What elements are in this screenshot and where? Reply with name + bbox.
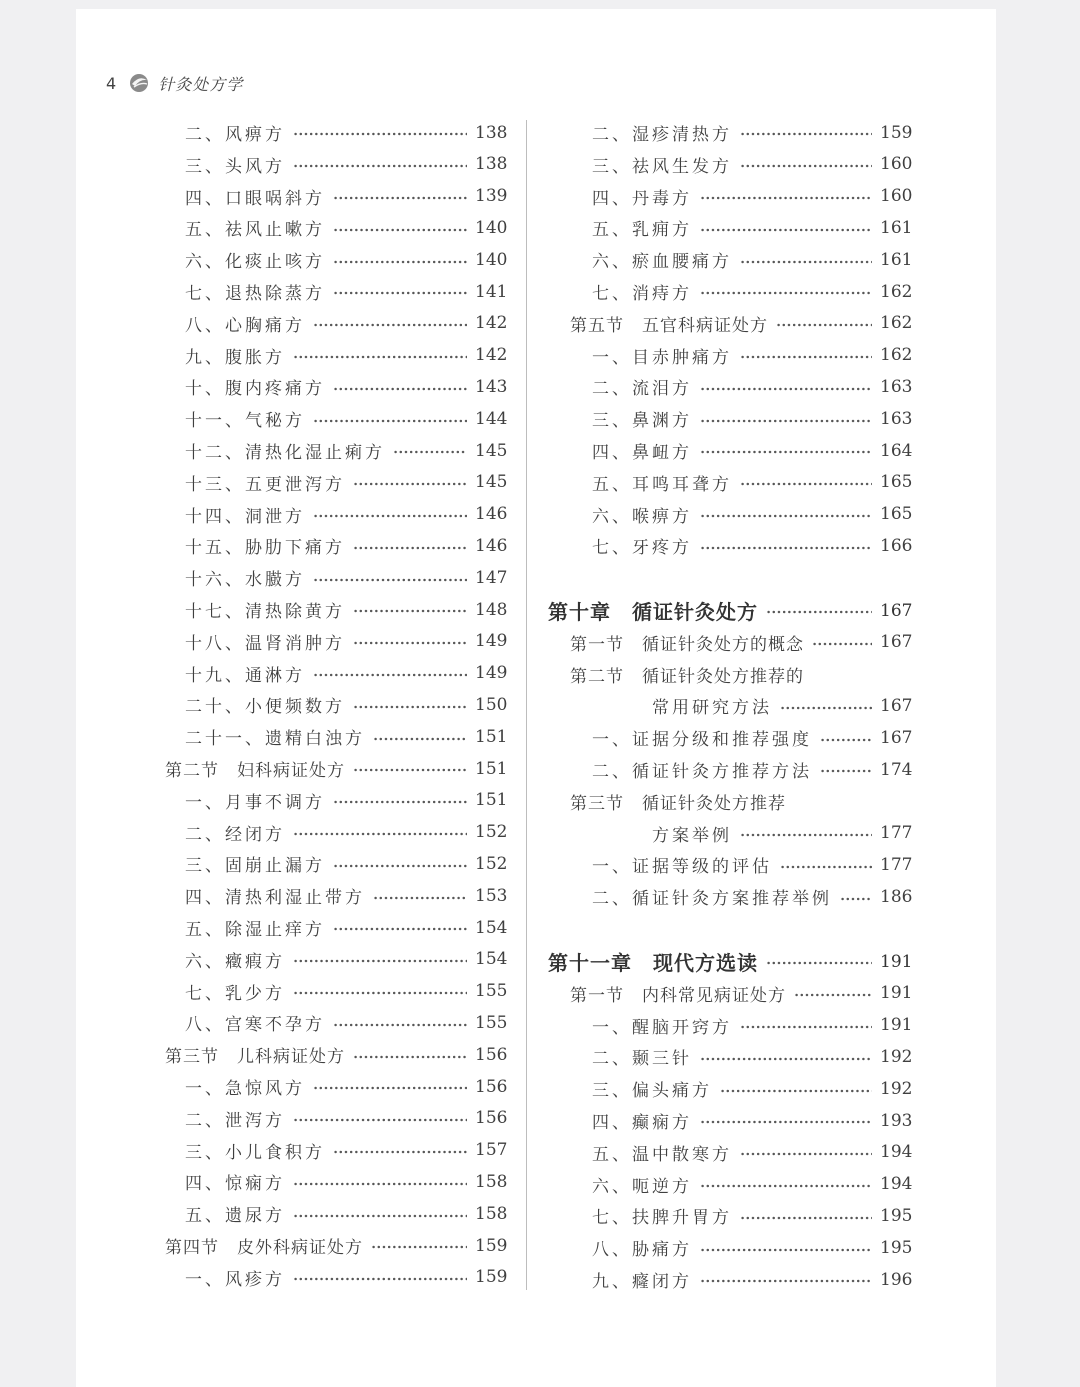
toc-entry-title: 常用研究方法 (652, 698, 772, 719)
dot-leader (353, 1039, 467, 1070)
toc-page-number: 191 (880, 983, 913, 1004)
toc-entry-title: 一、急惊风方 (185, 1079, 305, 1099)
toc-entry-title: 方案举例 (652, 825, 732, 846)
toc-entry-title: 第一节 内科常见病证处方 (570, 985, 786, 1006)
dot-leader (353, 753, 467, 784)
toc-page-number: 165 (880, 472, 913, 493)
dot-leader (333, 181, 467, 212)
toc-entry-title: 第三节 儿科病证处方 (165, 1047, 345, 1068)
toc-entry-title: 第一节 循证针灸处方的概念 (570, 634, 804, 655)
toc-entry[interactable] (165, 944, 508, 975)
toc-entry[interactable] (548, 1137, 913, 1168)
dot-leader (293, 1262, 467, 1293)
column-divider (526, 120, 527, 1290)
toc-entry[interactable] (548, 1169, 913, 1200)
dot-leader (353, 530, 467, 561)
toc-page-number: 143 (475, 376, 508, 397)
toc-page-number: 162 (880, 313, 913, 334)
dot-leader (840, 881, 872, 912)
toc-page-number: 191 (880, 951, 913, 972)
toc-entry-title: 七、乳少方 (185, 983, 285, 1004)
toc-page-number: 151 (475, 790, 508, 811)
toc-entry-title: 十、腹内疼痛方 (185, 379, 325, 400)
dot-leader (293, 117, 467, 148)
toc-page-number: 157 (475, 1140, 508, 1161)
toc-page-number: 146 (475, 504, 508, 525)
toc-entry-title: 第三节 循证针灸处方推荐 (570, 793, 786, 814)
dot-leader (373, 721, 467, 752)
toc-entry-title: 四、口眼㖞斜方 (185, 188, 325, 209)
toc-entry-title: 一、证据等级的评估 (592, 857, 772, 878)
toc-page-number: 155 (475, 1012, 508, 1033)
toc-page-number: 150 (475, 694, 508, 715)
toc-entry-title: 五、温中散寒方 (592, 1144, 732, 1165)
dot-leader (700, 435, 872, 466)
toc-entry-title: 五、祛风止嗽方 (185, 220, 325, 241)
dot-leader (293, 149, 467, 180)
toc-entry[interactable] (165, 1262, 508, 1293)
toc-entry[interactable] (548, 212, 913, 243)
toc-page-number: 138 (475, 154, 508, 175)
toc-entry-title: 二、颞三针 (592, 1049, 692, 1070)
toc-entry[interactable] (165, 181, 508, 212)
toc-entry[interactable] (165, 1198, 508, 1229)
running-header (106, 70, 243, 96)
dot-leader (700, 276, 872, 307)
toc-page-number: 154 (475, 917, 508, 938)
dot-leader (333, 912, 467, 943)
dot-leader (794, 786, 872, 817)
dot-leader (700, 181, 872, 212)
toc-entry[interactable] (548, 371, 913, 402)
toc-entry[interactable] (165, 1071, 508, 1102)
toc-entry-title: 第十一章 现代方选读 (548, 951, 758, 975)
dot-leader (700, 371, 872, 402)
toc-entry[interactable] (165, 340, 508, 371)
toc-entry-title: 十五、胁肋下痛方 (185, 538, 345, 559)
toc-entry-title: 六、化痰止咳方 (185, 252, 325, 273)
toc-entry-title: 三、固崩止漏方 (185, 856, 325, 877)
toc-entry[interactable] (165, 1103, 508, 1134)
dot-leader (333, 371, 467, 402)
toc-entry-title: 第二节 妇科病证处方 (165, 761, 345, 781)
toc-page-number: 144 (475, 408, 508, 429)
toc-page-number: 160 (880, 154, 913, 175)
toc-page-number: 139 (475, 186, 508, 207)
toc-entry[interactable] (165, 244, 508, 275)
toc-entry[interactable] (548, 1073, 913, 1104)
dot-leader (293, 944, 467, 975)
dot-leader (293, 976, 467, 1007)
toc-entry-title: 五、乳痈方 (592, 220, 692, 241)
dot-leader (700, 530, 872, 561)
toc-entry-title: 十六、水臌方 (185, 570, 305, 591)
toc-page-number: 158 (475, 1171, 508, 1192)
toc-entry-title: 二、流泪方 (592, 379, 692, 400)
dot-leader (371, 1230, 467, 1261)
dot-leader (293, 340, 467, 371)
dot-leader (313, 658, 467, 689)
dot-leader (353, 594, 467, 625)
toc-entry-title: 七、牙疼方 (592, 538, 692, 559)
toc-page-number: 142 (475, 313, 508, 334)
toc-entry-title: 十七、清热除黄方 (185, 602, 345, 622)
toc-entry[interactable] (165, 880, 508, 911)
toc-entry-title: 十九、通淋方 (185, 665, 305, 686)
toc-page-number: 166 (880, 535, 913, 556)
dot-leader (393, 435, 467, 466)
toc-entry[interactable] (165, 308, 508, 339)
toc-page-number: 191 (880, 1015, 913, 1036)
toc-entry-title: 七、扶脾升胃方 (592, 1208, 732, 1229)
toc-chapter-entry[interactable] (548, 595, 913, 626)
toc-entry[interactable] (165, 785, 508, 816)
toc-entry[interactable] (165, 371, 508, 402)
dot-leader (766, 595, 872, 626)
toc-page-number: 161 (880, 217, 913, 238)
toc-entry[interactable] (165, 149, 508, 180)
toc-entry-title: 十三、五更泄泻方 (185, 474, 345, 495)
toc-entry-title: 十一、气秘方 (185, 411, 305, 432)
dot-leader (700, 1264, 872, 1295)
toc-entry[interactable] (548, 1264, 913, 1295)
toc-entry-title: 八、心胸痛方 (185, 315, 305, 336)
toc-section-entry[interactable] (165, 753, 508, 784)
toc-section-entry[interactable] (548, 659, 910, 690)
toc-entry[interactable] (165, 530, 508, 561)
dot-leader (313, 1071, 467, 1102)
toc-entry[interactable] (165, 976, 508, 1007)
dot-leader (700, 1232, 872, 1263)
dot-leader (293, 1166, 467, 1197)
toc-entry-title: 五、遗尿方 (185, 1206, 285, 1227)
dot-leader (740, 1200, 872, 1231)
toc-page-number: 153 (475, 885, 508, 906)
toc-entry-title: 三、鼻渊方 (592, 411, 692, 432)
toc-page-number: 159 (880, 122, 913, 143)
dot-leader (373, 880, 467, 911)
toc-entry-title: 一、醒脑开窍方 (592, 1017, 732, 1038)
toc-section-entry[interactable] (548, 978, 913, 1009)
toc-entry-title: 二、湿疹清热方 (592, 125, 732, 145)
toc-page-number: 148 (475, 599, 508, 620)
toc-entry[interactable] (548, 690, 913, 721)
dot-leader (740, 818, 872, 849)
toc-entry-title: 六、瘀血腰痛方 (592, 252, 732, 273)
toc-entry[interactable] (165, 626, 508, 657)
dot-leader (780, 849, 872, 880)
dot-leader (313, 403, 467, 434)
toc-entry-title: 第五节 五官科病证处方 (570, 315, 768, 336)
toc-entry-title: 六、癥瘕方 (185, 951, 285, 972)
toc-entry-title: 七、退热除蒸方 (185, 284, 325, 304)
toc-entry[interactable] (165, 499, 508, 530)
toc-entry-title: 五、除湿止痒方 (185, 920, 325, 940)
dot-leader (740, 467, 872, 498)
toc-entry[interactable] (165, 212, 508, 243)
dot-leader (313, 499, 467, 530)
toc-page-number: 140 (475, 249, 508, 270)
toc-entry-title: 二、循证针灸方案推荐举例 (592, 889, 832, 910)
toc-entry-title: 五、耳鸣耳聋方 (592, 474, 732, 495)
dot-leader (333, 785, 467, 816)
toc-entry-title: 十二、清热化湿止痢方 (185, 443, 385, 463)
toc-entry-title: 四、丹毒方 (592, 188, 692, 209)
toc-page-number: 140 (475, 217, 508, 238)
toc-entry-title: 一、目赤肿痛方 (592, 347, 732, 368)
toc-page-number: 195 (880, 1237, 913, 1258)
toc-page-number: 194 (880, 1174, 913, 1195)
toc-entry-title: 四、清热利湿止带方 (185, 888, 365, 909)
toc-entry-title: 四、惊痫方 (185, 1174, 285, 1195)
toc-page-number: 159 (475, 1235, 508, 1256)
dot-leader (333, 848, 467, 879)
toc-entry-title: 十四、洞泄方 (185, 506, 305, 527)
dot-leader (780, 690, 872, 721)
dot-leader (700, 403, 872, 434)
toc-entry[interactable] (165, 658, 508, 689)
toc-page-number: 177 (880, 823, 913, 844)
toc-entry[interactable] (165, 1166, 508, 1197)
toc-entry-title: 三、小儿食积方 (185, 1142, 325, 1163)
dot-leader (820, 722, 872, 753)
dot-leader (820, 754, 872, 785)
toc-page-number: 194 (880, 1142, 913, 1163)
toc-page-number: 158 (475, 1203, 508, 1224)
toc-entry[interactable] (165, 117, 508, 148)
toc-entry[interactable] (165, 1007, 508, 1038)
toc-entry-title: 第十章 循证针灸处方 (548, 600, 758, 624)
dot-leader (700, 1105, 872, 1136)
toc-page-number: 156 (475, 1044, 508, 1065)
toc-page-number: 192 (880, 1078, 913, 1099)
toc-entry[interactable] (548, 499, 913, 530)
toc-entry[interactable] (548, 467, 913, 498)
toc-entry[interactable] (548, 181, 913, 212)
toc-page-number: 195 (880, 1205, 913, 1226)
toc-entry-title: 三、偏头痛方 (592, 1081, 712, 1102)
toc-entry-title: 一、证据分级和推荐强度 (592, 730, 812, 751)
toc-entry-title: 二、循证针灸方推荐方法 (592, 762, 812, 782)
toc-entry[interactable] (165, 721, 508, 752)
toc-entry[interactable] (548, 1232, 913, 1263)
dot-leader (333, 1135, 467, 1166)
toc-entry[interactable] (548, 1200, 913, 1231)
toc-entry-title: 二十、小便频数方 (185, 697, 345, 718)
toc-page-number: 165 (880, 504, 913, 525)
toc-page-number: 149 (475, 631, 508, 652)
toc-entry[interactable] (165, 689, 508, 720)
toc-page-number: 167 (880, 695, 913, 716)
toc-entry[interactable] (165, 467, 508, 498)
toc-entry[interactable] (548, 1010, 913, 1041)
toc-entry-title: 二、经闭方 (185, 824, 285, 845)
toc-entry[interactable] (548, 818, 913, 849)
toc-entry-title: 一、月事不调方 (185, 792, 325, 813)
toc-section-entry[interactable] (548, 308, 913, 339)
toc-page-number: 151 (475, 726, 508, 747)
toc-page-number: 141 (475, 281, 508, 302)
toc-page-number: 151 (475, 758, 508, 779)
toc-entry[interactable] (548, 340, 913, 371)
page-number: 4 (106, 73, 117, 93)
toc-entry-title: 八、宫寒不孕方 (185, 1015, 325, 1036)
dot-leader (333, 276, 467, 307)
toc-page-number: 186 (880, 886, 913, 907)
toc-section-entry[interactable] (165, 1230, 508, 1261)
toc-page-number: 163 (880, 376, 913, 397)
dot-leader (720, 1073, 872, 1104)
toc-entry[interactable] (165, 562, 508, 593)
dot-leader (293, 817, 467, 848)
dot-leader (293, 1198, 467, 1229)
toc-page-number: 174 (880, 759, 913, 780)
dot-leader (313, 308, 467, 339)
dot-leader (812, 659, 872, 690)
toc-page-number: 192 (880, 1046, 913, 1067)
dot-leader (333, 212, 467, 243)
dot-leader (700, 1041, 872, 1072)
toc-page-number: 167 (880, 632, 913, 653)
dot-leader (740, 149, 872, 180)
toc-section-entry[interactable] (548, 627, 913, 658)
dot-leader (740, 1010, 872, 1041)
toc-entry-title: 七、消痔方 (592, 284, 692, 304)
toc-page-number: 163 (880, 408, 913, 429)
toc-page-number: 152 (475, 853, 508, 874)
toc-page-number: 164 (880, 440, 913, 461)
toc-entry-title: 二、风痹方 (185, 125, 285, 145)
dot-leader (776, 308, 872, 339)
toc-entry[interactable] (548, 1105, 913, 1136)
toc-entry[interactable] (165, 435, 508, 466)
toc-entry[interactable] (548, 754, 913, 785)
toc-entry[interactable] (548, 117, 913, 148)
toc-page-number: 196 (880, 1269, 913, 1290)
dot-leader (293, 1103, 467, 1134)
dot-leader (353, 689, 467, 720)
dot-leader (353, 467, 467, 498)
dot-leader (766, 946, 872, 977)
dot-leader (812, 627, 872, 658)
toc-entry[interactable] (548, 722, 913, 753)
toc-entry[interactable] (548, 244, 913, 275)
toc-page-number: 154 (475, 949, 508, 970)
toc-page-number: 142 (475, 345, 508, 366)
toc-page-number: 193 (880, 1110, 913, 1131)
dot-leader (353, 626, 467, 657)
toc-entry-title: 三、头风方 (185, 156, 285, 177)
toc-entry[interactable] (548, 149, 913, 180)
toc-entry-title: 九、腹胀方 (185, 347, 285, 368)
toc-entry-title: 四、癫痫方 (592, 1113, 692, 1133)
toc-page-number: 162 (880, 345, 913, 366)
toc-entry[interactable] (548, 849, 913, 880)
toc-page-number: 145 (475, 440, 508, 461)
toc-page-number: 145 (475, 472, 508, 493)
toc-page-number: 167 (880, 727, 913, 748)
toc-entry[interactable] (548, 1041, 913, 1072)
toc-entry[interactable] (165, 276, 508, 307)
toc-entry[interactable] (548, 403, 913, 434)
toc-entry[interactable] (165, 912, 508, 943)
toc-entry-title: 六、呃逆方 (592, 1176, 692, 1197)
toc-page-number: 159 (475, 1267, 508, 1288)
toc-entry-title: 九、癃闭方 (592, 1272, 692, 1292)
dot-leader (333, 244, 467, 275)
toc-page-number: 167 (880, 600, 913, 621)
toc-page-number: 177 (880, 854, 913, 875)
toc-page-number: 160 (880, 186, 913, 207)
toc-entry[interactable] (548, 530, 913, 561)
toc-page-number: 156 (475, 1076, 508, 1097)
toc-entry-title: 八、胁痛方 (592, 1240, 692, 1261)
toc-page-number: 156 (475, 1108, 508, 1129)
toc-chapter-entry[interactable] (548, 946, 913, 977)
dot-leader (700, 499, 872, 530)
toc-page-number: 161 (880, 249, 913, 270)
toc-entry-title: 二十一、遗精白浊方 (185, 729, 365, 750)
dot-leader (700, 1169, 872, 1200)
toc-page-number: 138 (475, 122, 508, 143)
toc-entry[interactable] (165, 594, 508, 625)
toc-entry[interactable] (165, 817, 508, 848)
dot-leader (333, 1007, 467, 1038)
toc-page-number: 152 (475, 822, 508, 843)
toc-entry-title: 六、喉痹方 (592, 506, 692, 527)
toc-entry[interactable] (165, 1135, 508, 1166)
toc-section-entry[interactable] (165, 1039, 508, 1070)
toc-entry-title: 第二节 循证针灸处方推荐的 (570, 666, 804, 687)
toc-entry-title: 三、祛风生发方 (592, 156, 732, 177)
toc-entry-title: 第四节 皮外科病证处方 (165, 1238, 363, 1258)
toc-entry[interactable] (165, 403, 508, 434)
toc-entry-title: 一、风疹方 (185, 1269, 285, 1290)
dot-leader (794, 978, 872, 1009)
toc-page-number: 155 (475, 981, 508, 1002)
toc-entry[interactable] (548, 276, 913, 307)
dot-leader (740, 340, 872, 371)
book-emblem-icon (128, 72, 150, 94)
toc-page-number: 162 (880, 281, 913, 302)
toc-entry[interactable] (165, 848, 508, 879)
book-title: 针灸处方学 (158, 74, 244, 94)
dot-leader (700, 212, 872, 243)
toc-entry-title: 二、泄泻方 (185, 1110, 285, 1131)
toc-entry[interactable] (548, 881, 913, 912)
toc-section-entry[interactable] (548, 786, 910, 817)
toc-entry-title: 十八、温肾消肿方 (185, 633, 345, 654)
dot-leader (740, 117, 872, 148)
dot-leader (313, 562, 467, 593)
dot-leader (740, 244, 872, 275)
dot-leader (740, 1137, 872, 1168)
toc-entry-title: 四、鼻衄方 (592, 443, 692, 463)
toc-page-number: 146 (475, 535, 508, 556)
toc-entry[interactable] (548, 435, 913, 466)
toc-page-number: 147 (475, 567, 508, 588)
toc-page-number: 149 (475, 663, 508, 684)
